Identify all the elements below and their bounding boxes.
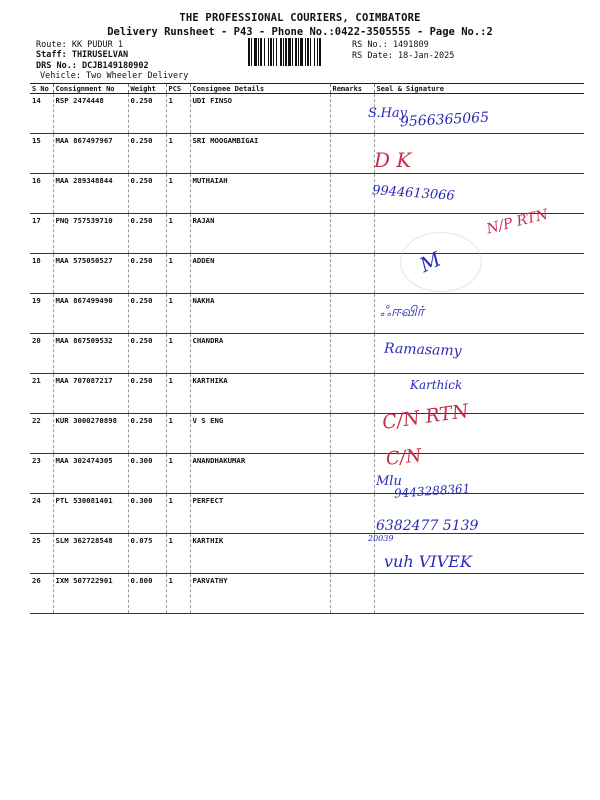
cell-consignee: NAKHA [190,294,330,334]
table-header-row [30,84,584,94]
col-header-seal: Seal & Signature [374,84,584,94]
barcode-bar [276,38,277,66]
cell-consignment: IXM 507722901 [53,574,128,614]
cell-sno: 14 [30,94,53,134]
cell-consignee: RAJAN [190,214,330,254]
handwritten-phone-14: 9566365065 [399,109,490,131]
barcode-bar [300,38,303,66]
cell-consignment: PNQ 757539710 [53,214,128,254]
handwritten-signature-18: M [415,246,445,278]
cell-consignee: KARTHIK [190,534,330,574]
cell-consignee: V S ENG [190,414,330,454]
cell-pcs: 1 [166,254,190,294]
cell-sno: 18 [30,254,53,294]
barcode-bar [280,38,282,66]
barcode-bar [273,38,274,66]
cell-sno: 20 [30,334,53,374]
table-row [30,174,584,214]
cell-sno: 16 [30,174,53,214]
company-name: THE PROFESSIONAL COURIERS, COIMBATORE [179,12,421,24]
cell-seal-signature [374,374,584,414]
cell-sno: 17 [30,214,53,254]
cell-sno: 23 [30,454,53,494]
cell-consignee: SRI MOOGAMBIGAI [190,134,330,174]
handwritten-phone-24: 9443288361 [393,481,471,501]
table-row [30,534,584,574]
cell-remarks [330,414,374,454]
cell-weight: 0.800 [128,574,166,614]
rs-date: RS Date: 18-Jan-2025 [352,51,455,61]
table-row [30,294,584,334]
col-header-consignee: Consignee Details [190,84,330,94]
handwritten-signature-24: Mlu [376,474,402,489]
barcode-bar [307,38,309,66]
handwritten-signature-26: vuh VIVEK [384,552,472,571]
cell-pcs: 1 [166,294,190,334]
cell-weight: 0.250 [128,174,166,214]
cell-consignment: MAA 867499490 [53,294,128,334]
cell-weight: 0.250 [128,94,166,134]
cell-consignee: CHANDRA [190,334,330,374]
table-row [30,334,584,374]
cell-remarks [330,574,374,614]
cell-weight: 0.300 [128,494,166,534]
cell-consignee: ANANDHAKUMAR [190,454,330,494]
cell-consignment: PTL 530081401 [53,494,128,534]
col-header-consignment: Consignment No [53,84,128,94]
barcode-bar [254,38,257,66]
cell-consignment: MAA 867497967 [53,134,128,174]
drs-number: DRS No.: DCJB149180902 [36,61,149,71]
cell-pcs: 1 [166,414,190,454]
cell-weight: 0.250 [128,214,166,254]
barcode-bar [305,38,306,66]
col-header-remarks: Remarks [330,84,374,94]
table-row [30,414,584,454]
barcode-bar [295,38,297,66]
cell-sno: 15 [30,134,53,174]
barcode-bar [298,38,299,66]
table-row [30,574,584,614]
cell-sno: 25 [30,534,53,574]
handwritten-signature-14: S.Hay [368,106,408,121]
cell-seal-signature [374,574,584,614]
runsheet-subtitle: Delivery Runsheet - P43 - Phone No.:0422-3505555 - Page No.:2 [107,26,493,38]
barcode-bar [248,38,250,66]
col-header-pcs: PCS [166,84,190,94]
cell-consignee: PARVATHY [190,574,330,614]
barcode-bar [314,38,315,66]
cell-weight: 0.075 [128,534,166,574]
cell-consignee: KARTHIKA [190,374,330,414]
barcode-bar [310,38,311,66]
cell-remarks [330,334,374,374]
table-row [30,374,584,414]
cell-sno: 26 [30,574,53,614]
cell-pcs: 1 [166,374,190,414]
barcode-bar [283,38,284,66]
barcode-bar [288,38,291,66]
table-row [30,254,584,294]
vehicle-label: Vehicle: Two Wheeler Delivery [40,71,189,81]
route-label: Route: KK PUDUR 1 [36,40,123,50]
cell-pcs: 1 [166,94,190,134]
table-row [30,494,584,534]
cell-remarks [330,294,374,334]
cell-remarks [330,254,374,294]
cell-consignment: MAA 867509532 [53,334,128,374]
handwritten-remark-17: N/P RTN [484,206,550,238]
cell-consignment: RSP 2474448 [53,94,128,134]
cell-weight: 0.250 [128,294,166,334]
cell-remarks [330,174,374,214]
cell-remarks [330,214,374,254]
col-header-weight: Weight [128,84,166,94]
cell-pcs: 1 [166,574,190,614]
cell-consignment: MAA 707087217 [53,374,128,414]
handwritten-note-25: 20039 [368,534,394,543]
handwritten-remark-22: C/N RTN [380,400,470,434]
cell-consignee: PERFECT [190,494,330,534]
cell-weight: 0.300 [128,454,166,494]
barcode-bar [270,38,272,66]
cell-weight: 0.250 [128,374,166,414]
table-row [30,454,584,494]
handwritten-phone-25: 6382477 5139 [376,518,479,534]
handwritten-signature-21: Karthick [410,378,463,392]
barcode-bar [285,38,287,66]
cell-weight: 0.250 [128,134,166,174]
staff-label: Staff: THIRUSELVAN [36,50,129,60]
cell-pcs: 1 [166,454,190,494]
cell-remarks [330,494,374,534]
cell-consignee: UDI FINSO [190,94,330,134]
cell-sno: 19 [30,294,53,334]
cell-sno: 21 [30,374,53,414]
barcode-image [248,38,344,66]
handwritten-signature-20: Ramasamy [383,340,462,360]
cell-consignment: MAA 302474305 [53,454,128,494]
cell-weight: 0.250 [128,334,166,374]
cell-remarks [330,374,374,414]
cell-consignment: MAA 575050527 [53,254,128,294]
cell-sno: 22 [30,414,53,454]
col-header-sno: S No [30,84,53,94]
handwritten-remark-23: C/N [384,445,423,470]
cell-consignee: MUTHAIAH [190,174,330,214]
cell-pcs: 1 [166,534,190,574]
barcode-bar [264,38,265,66]
cell-consignee: ADDEN [190,254,330,294]
cell-weight: 0.250 [128,414,166,454]
barcode-bar [268,38,269,66]
cell-pcs: 1 [166,174,190,214]
cell-consignment: SLM 362728548 [53,534,128,574]
rs-number: RS No.: 1491809 [352,40,429,50]
barcode-bar [319,38,321,66]
cell-pcs: 1 [166,334,190,374]
barcode-bar [260,38,262,66]
barcode-bar [317,38,318,66]
cell-sno: 24 [30,494,53,534]
cell-consignment: KUR 3000270898 [53,414,128,454]
cell-pcs: 1 [166,214,190,254]
cell-remarks [330,454,374,494]
handwritten-signature-19: ஃஈவிர் [380,304,425,320]
handwritten-signature-15: D K [374,148,412,172]
barcode-bar [258,38,259,66]
handwritten-phone-16: 9944613066 [371,183,456,204]
cell-remarks [330,134,374,174]
cell-pcs: 1 [166,134,190,174]
table-row [30,134,584,174]
barcode-bar [292,38,293,66]
cell-pcs: 1 [166,494,190,534]
table-row [30,94,584,134]
cell-weight: 0.250 [128,254,166,294]
runsheet-table [30,83,584,614]
cell-consignment: MAA 289348844 [53,174,128,214]
barcode-bar [251,38,252,66]
